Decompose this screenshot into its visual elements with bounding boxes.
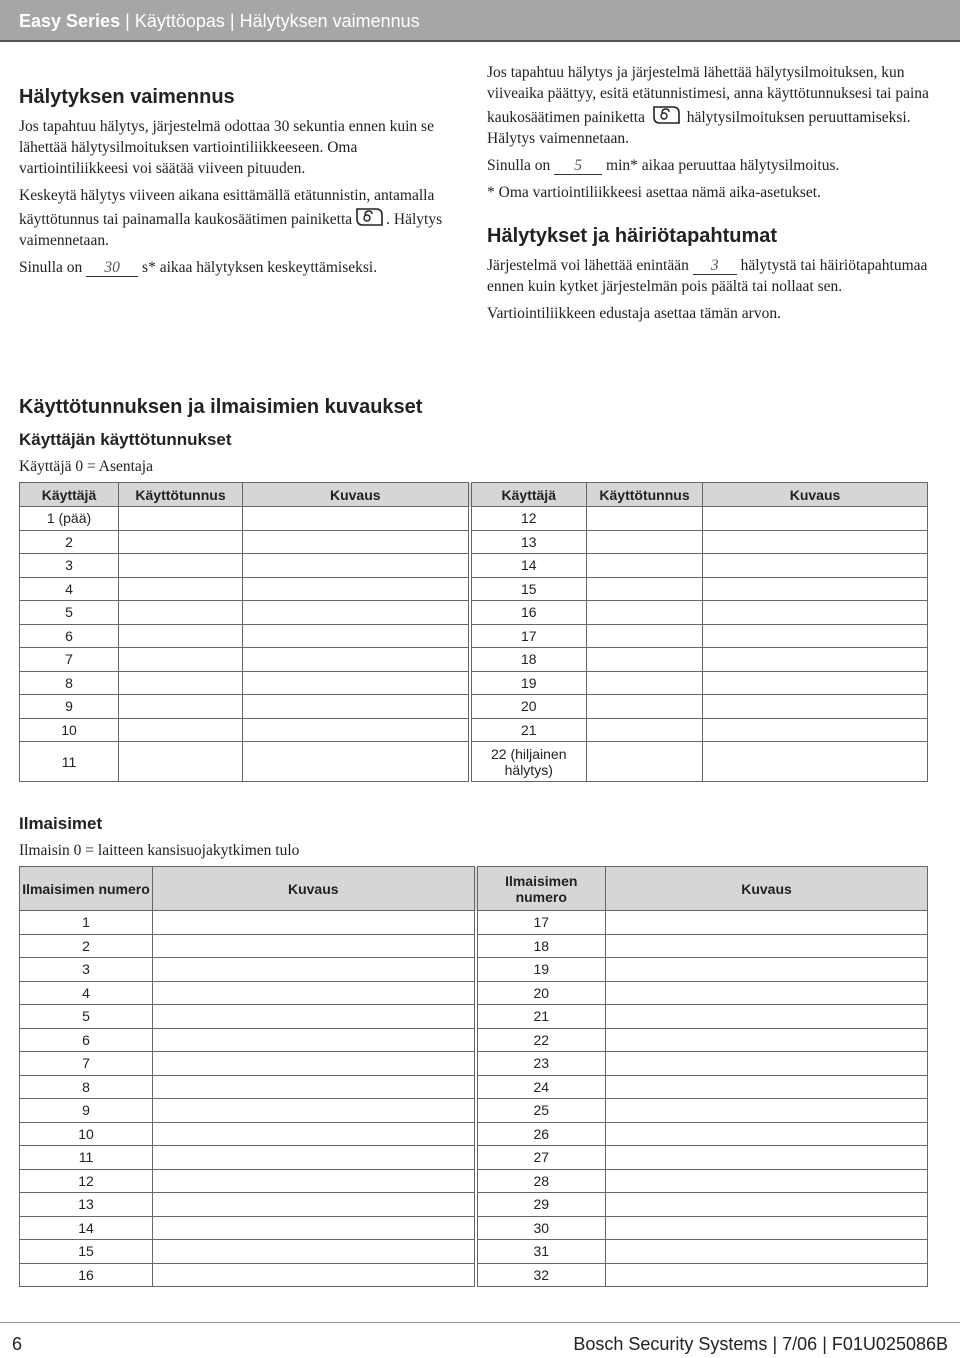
user-number: 1 (pää) <box>20 507 119 531</box>
right-paragraph-3: * Oma vartiointiliikkeesi asettaa nämä aika-asetukset. <box>487 184 821 201</box>
detector-number: 13 <box>20 1193 153 1217</box>
description-cell <box>606 1099 928 1123</box>
right-p1-end: hälytysilmoituksen peruuttamiseksi. Hälytys vaimennetaan. <box>487 109 911 147</box>
delay-seconds-value: 30 <box>86 260 138 277</box>
detector-number: 1 <box>20 911 153 935</box>
det-header-desc-2: Kuvaus <box>606 867 928 911</box>
right-p1-text: Jos tapahtuu hälytys ja järjestelmä lähettää hälytysilmoituksen, kun viiveaika päättyy, esitä etätunnistimesi, anna käyttötunnuksesi tai paina kaukosäätimen painiketta <box>487 64 929 126</box>
description-cell <box>243 530 470 554</box>
tokens-header-desc-2: Kuvaus <box>703 483 928 507</box>
footer-company: Bosch Security Systems <box>573 1334 768 1354</box>
footer-divider <box>0 1322 960 1323</box>
description-cell <box>703 718 928 742</box>
detector-number: 31 <box>476 1240 606 1264</box>
left-paragraph-2 <box>19 185 464 251</box>
left-column <box>19 84 464 284</box>
table-row <box>20 958 928 982</box>
table-row <box>20 648 928 672</box>
description-cell <box>153 1169 476 1193</box>
description-cell <box>606 1122 928 1146</box>
token-cell <box>119 742 243 782</box>
detector-number: 8 <box>20 1075 153 1099</box>
description-cell <box>606 1216 928 1240</box>
max-alarms-value: 3 <box>693 258 737 275</box>
cancel-minutes-value: 5 <box>554 158 602 175</box>
token-cell <box>119 530 243 554</box>
right-paragraph-5: Vartiointiliikkeen edustaja asettaa tämän arvon. <box>487 305 781 322</box>
user-number: 6 <box>20 624 119 648</box>
description-cell <box>703 507 928 531</box>
user-number: 5 <box>20 601 119 625</box>
header-sep-1: | <box>125 11 130 31</box>
det-header-num: Ilmaisimen numero <box>20 867 153 911</box>
detector-number: 30 <box>476 1216 606 1240</box>
right-paragraph-4 <box>487 255 942 297</box>
description-cell <box>606 981 928 1005</box>
table-row <box>20 695 928 719</box>
description-cell <box>153 1075 476 1099</box>
description-cell <box>153 1122 476 1146</box>
page-number: 6 <box>12 1334 23 1354</box>
token-cell <box>119 718 243 742</box>
token-cell <box>119 648 243 672</box>
user-number: 15 <box>470 577 587 601</box>
description-cell <box>243 624 470 648</box>
table-row <box>20 1122 928 1146</box>
detector-number: 12 <box>20 1169 153 1193</box>
user-number: 13 <box>470 530 587 554</box>
left-paragraph-2-text: Keskeytä hälytys viiveen aikana esittämällä etätunnistin, antamalla käyttötunnus tai painamalla kaukosäätimen painiketta <box>19 187 435 228</box>
table-row <box>20 1052 928 1076</box>
user-number: 7 <box>20 648 119 672</box>
description-cell <box>606 934 928 958</box>
left-paragraph-1: Jos tapahtuu hälytys, järjestelmä odottaa 30 sekuntia ennen kuin se lähettää hälytysilmoituksen vartiointiliikkeeseen. Oma vartiointiliikkeesi voi säätää viiveen pituuden. <box>19 118 434 177</box>
table-row <box>20 577 928 601</box>
detector-number: 25 <box>476 1099 606 1123</box>
token-cell <box>119 624 243 648</box>
footer-info <box>573 1334 948 1355</box>
description-cell <box>243 695 470 719</box>
description-cell <box>153 1263 476 1287</box>
header-topic: Hälytyksen vaimennus <box>239 11 420 31</box>
description-cell <box>243 507 470 531</box>
description-cell <box>153 1146 476 1170</box>
table-row <box>20 742 928 782</box>
detector-number: 16 <box>20 1263 153 1287</box>
token-cell <box>587 671 703 695</box>
table-row <box>20 1169 928 1193</box>
detector-number: 26 <box>476 1122 606 1146</box>
user-number: 4 <box>20 577 119 601</box>
description-cell <box>153 911 476 935</box>
unlock-button-icon <box>354 206 384 228</box>
table-row <box>20 1193 928 1217</box>
table-row <box>20 1263 928 1287</box>
tokens-header-code-2: Käyttötunnus <box>587 483 703 507</box>
description-cell <box>243 671 470 695</box>
tokens-header-user-2: Käyttäjä <box>470 483 587 507</box>
description-cell <box>153 1052 476 1076</box>
det-header-desc: Kuvaus <box>153 867 476 911</box>
description-cell <box>606 1193 928 1217</box>
table-row <box>20 507 928 531</box>
description-cell <box>243 601 470 625</box>
footer-doc-number: F01U025086B <box>831 1334 948 1354</box>
detectors-title: Ilmaisimet <box>19 814 103 833</box>
footer-sep-2: | <box>822 1334 827 1354</box>
user-number: 22 (hiljainen hälytys) <box>470 742 587 782</box>
description-cell <box>703 671 928 695</box>
left-p3-end: s* aikaa hälytyksen keskeyttämiseksi. <box>142 259 378 276</box>
table-row <box>20 911 928 935</box>
description-cell <box>606 1005 928 1029</box>
token-cell <box>119 695 243 719</box>
token-cell <box>119 507 243 531</box>
token-cell <box>587 648 703 672</box>
table-row <box>20 1005 928 1029</box>
user-number: 20 <box>470 695 587 719</box>
header-guide: Käyttöopas <box>134 11 225 31</box>
table-row <box>20 1216 928 1240</box>
tokens-note: Käyttäjä 0 = Asentaja <box>19 458 153 475</box>
right-paragraph-2 <box>487 155 942 176</box>
detector-number: 22 <box>476 1028 606 1052</box>
detectors-note: Ilmaisin 0 = laitteen kansisuojakytkimen tulo <box>19 842 300 859</box>
detector-number: 9 <box>20 1099 153 1123</box>
table-row <box>20 718 928 742</box>
description-cell <box>703 648 928 672</box>
right-p4-end: hälytystä tai häiriötapahtumaa ennen kuin kytket järjestelmän pois päältä tai nollaat sen. <box>487 257 928 295</box>
token-cell <box>587 577 703 601</box>
tokens-header-user: Käyttäjä <box>20 483 119 507</box>
det-header-num-2: Ilmaisimen numero <box>476 867 606 911</box>
description-cell <box>606 1075 928 1099</box>
token-cell <box>119 554 243 578</box>
right-column <box>487 62 942 330</box>
detector-number: 4 <box>20 981 153 1005</box>
left-paragraph-2-end: . Hälytys vaimennetaan. <box>19 211 443 249</box>
table-row <box>20 601 928 625</box>
description-cell <box>153 981 476 1005</box>
description-cell <box>606 1028 928 1052</box>
description-cell <box>606 1169 928 1193</box>
user-number: 19 <box>470 671 587 695</box>
description-cell <box>606 911 928 935</box>
section-title-alarms: Hälytykset ja häiriötapahtumat <box>487 225 778 247</box>
description-cell <box>153 934 476 958</box>
table-row <box>20 530 928 554</box>
right-p2-end: min* aikaa peruuttaa hälytysilmoitus. <box>606 157 840 174</box>
token-cell <box>119 671 243 695</box>
detector-number: 15 <box>20 1240 153 1264</box>
description-cell <box>243 718 470 742</box>
tokens-header-code: Käyttötunnus <box>119 483 243 507</box>
token-cell <box>119 577 243 601</box>
detector-number: 18 <box>476 934 606 958</box>
detector-number: 28 <box>476 1169 606 1193</box>
user-number: 18 <box>470 648 587 672</box>
description-cell <box>153 1099 476 1123</box>
user-number: 10 <box>20 718 119 742</box>
description-cell <box>703 601 928 625</box>
left-paragraph-3 <box>19 257 464 278</box>
left-p3-start: Sinulla on <box>19 259 83 276</box>
user-number: 9 <box>20 695 119 719</box>
description-cell <box>703 554 928 578</box>
user-number: 17 <box>470 624 587 648</box>
user-number: 11 <box>20 742 119 782</box>
detector-number: 24 <box>476 1075 606 1099</box>
user-number: 3 <box>20 554 119 578</box>
description-cell <box>153 1193 476 1217</box>
right-p4-start: Järjestelmä voi lähettää enintään <box>487 257 689 274</box>
description-cell <box>153 1028 476 1052</box>
token-cell <box>587 624 703 648</box>
detector-number: 11 <box>20 1146 153 1170</box>
description-cell <box>703 695 928 719</box>
section-title-silencing: Hälytyksen vaimennus <box>19 86 235 108</box>
description-cell <box>243 554 470 578</box>
table-row <box>20 1075 928 1099</box>
token-cell <box>119 601 243 625</box>
token-cell <box>587 601 703 625</box>
header-sep-2: | <box>229 11 235 31</box>
detectors-table <box>19 866 928 1287</box>
description-cell <box>243 742 470 782</box>
detector-number: 27 <box>476 1146 606 1170</box>
description-cell <box>703 577 928 601</box>
detector-number: 17 <box>476 911 606 935</box>
description-cell <box>606 958 928 982</box>
description-cell <box>153 1005 476 1029</box>
token-cell <box>587 718 703 742</box>
table-row <box>20 1240 928 1264</box>
footer-date: 7/06 <box>782 1334 818 1354</box>
detector-number: 32 <box>476 1263 606 1287</box>
tokens-title: Käyttötunnuksen ja ilmaisimien kuvaukset <box>19 396 423 418</box>
header-series: Easy Series <box>19 11 121 31</box>
table-row <box>20 671 928 695</box>
table-row <box>20 624 928 648</box>
description-cell <box>153 1216 476 1240</box>
user-number: 8 <box>20 671 119 695</box>
description-cell <box>606 1240 928 1264</box>
table-row <box>20 1146 928 1170</box>
user-number: 12 <box>470 507 587 531</box>
token-cell <box>587 742 703 782</box>
description-cell <box>703 624 928 648</box>
description-cell <box>243 648 470 672</box>
detector-number: 7 <box>20 1052 153 1076</box>
description-cell <box>703 530 928 554</box>
user-tokens-table <box>19 482 928 782</box>
detector-number: 3 <box>20 958 153 982</box>
token-cell <box>587 695 703 719</box>
detector-number: 20 <box>476 981 606 1005</box>
description-cell <box>703 742 928 782</box>
detector-number: 6 <box>20 1028 153 1052</box>
right-paragraph-1 <box>487 62 942 149</box>
description-cell <box>243 577 470 601</box>
user-number: 14 <box>470 554 587 578</box>
user-number: 16 <box>470 601 587 625</box>
table-row <box>20 554 928 578</box>
page-header <box>0 0 960 42</box>
detector-number: 21 <box>476 1005 606 1029</box>
table-row <box>20 934 928 958</box>
description-cell <box>153 1240 476 1264</box>
user-number: 21 <box>470 718 587 742</box>
footer-sep-1: | <box>772 1334 778 1354</box>
right-p2-start: Sinulla on <box>487 157 551 174</box>
token-cell <box>587 507 703 531</box>
detector-number: 29 <box>476 1193 606 1217</box>
table-row <box>20 1099 928 1123</box>
tokens-header-desc: Kuvaus <box>243 483 470 507</box>
description-cell <box>606 1052 928 1076</box>
description-cell <box>606 1263 928 1287</box>
token-cell <box>587 554 703 578</box>
detector-number: 10 <box>20 1122 153 1146</box>
detector-number: 5 <box>20 1005 153 1029</box>
token-cell <box>587 530 703 554</box>
detector-number: 19 <box>476 958 606 982</box>
table-row <box>20 1028 928 1052</box>
description-cell <box>606 1146 928 1170</box>
user-number: 2 <box>20 530 119 554</box>
detector-number: 2 <box>20 934 153 958</box>
tokens-subtitle: Käyttäjän käyttötunnukset <box>19 430 232 449</box>
detector-number: 14 <box>20 1216 153 1240</box>
description-cell <box>153 958 476 982</box>
table-row <box>20 981 928 1005</box>
unlock-button-icon <box>651 104 681 126</box>
detector-number: 23 <box>476 1052 606 1076</box>
